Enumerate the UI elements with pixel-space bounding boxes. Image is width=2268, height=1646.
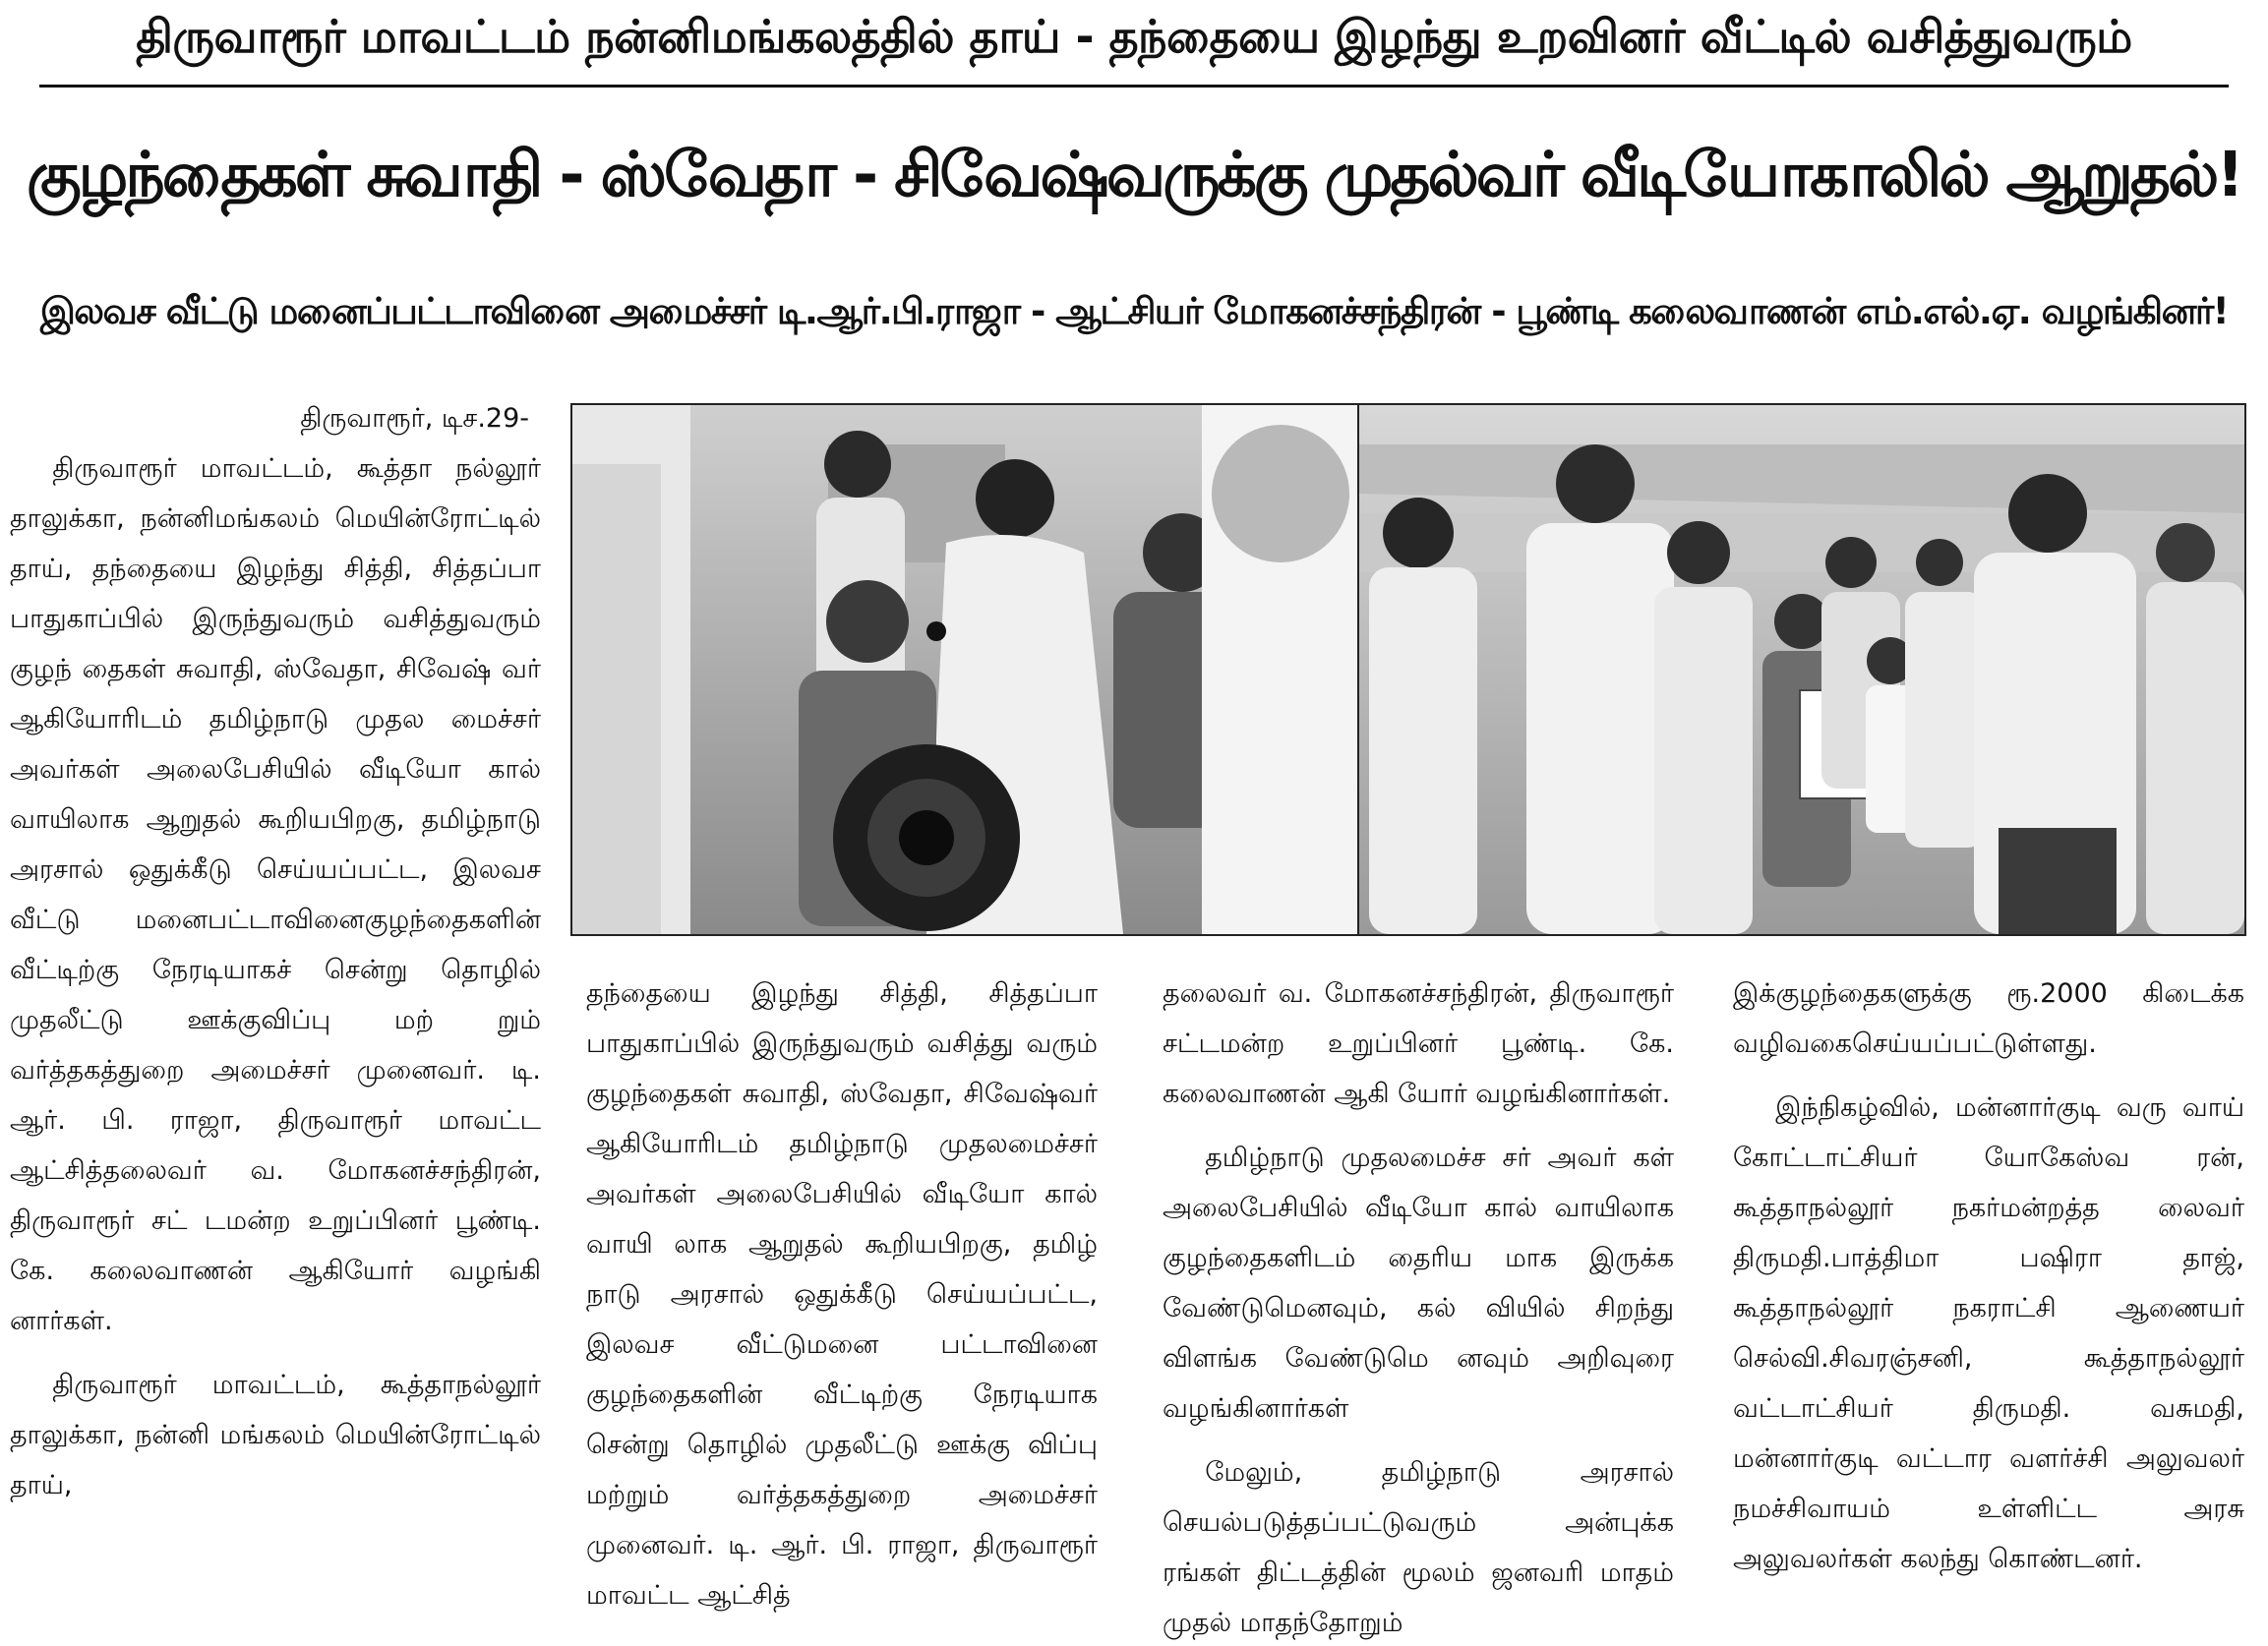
headline-rule [39, 85, 2229, 88]
main-headline: குழந்தைகள் சுவாதி - ஸ்வேதா - சிவேஷ்வருக்கு முதல்வர் வீடியோகாலில் ஆறுதல்! [27, 139, 2241, 210]
article-column-1 [10, 393, 541, 1646]
article-column-3 [1163, 969, 1674, 1646]
dateline: திருவாரூர், டிச.29- [300, 403, 529, 434]
photo-deed-handover [1357, 403, 2246, 936]
paragraph: இக்குழந்தைகளுக்கு ரூ.2000 கிடைக்க வழிவகைசெய்யப்பட்டுள்ளது. [1733, 978, 2244, 1059]
article-column-2 [586, 969, 1098, 1646]
paragraph: தமிழ்நாடு முதலமைச்ச சர் அவர் கள் அலைபேசியில் வீடியோ கால் வாயிலாக குழந்தைகளிடம் தைரிய மாக இருக்க வேண்டுமெனவும், கல் வியில் சிறந்து விளங்க வேண்டுமெ னவும் அறிவுரை வழங்கினார்கள் [1163, 1143, 1674, 1424]
paragraph: தலைவர் வ. மோகனச்சந்திரன், திருவாரூர் சட்டமன்ற உறுப்பினர் பூண்டி. கே. கலைவாணன் ஆகி யோர் வழங்கினார்கள். [1163, 978, 1674, 1109]
paragraph: மேலும், தமிழ்நாடு அரசால் செயல்படுத்தப்பட்டுவரும் அன்புக்க ரங்கள் திட்டத்தின் மூலம் ஜனவரி மாதம் முதல் மாதந்தோறும் [1163, 1457, 1674, 1638]
paragraph: திருவாரூர் மாவட்டம், கூத்தா நல்லூர் தாலுக்கா, நன்னிமங்கலம் மெயின்ரோட்டில் தாய், தந்தையை இழந்து சித்தி, சித்தப்பா பாதுகாப்பில் இருந்துவரும் வசித்துவரும் குழந் தைகள் சுவாதி, ஸ்வேதா, சிவேஷ் வர் ஆகியோரிடம் தமிழ்நாடு முதல மைச்சர் அவர்கள் அலைபேசியில் வீடியோ கால் வாயிலாக ஆறுதல் கூறியபிறகு, தமிழ்நாடு அரசால் ஒதுக்கீடு செய்யப்பட்ட, இலவச வீட்டு மனைபட்டாவினைகுழந்தைகளின் வீட்டிற்கு நேரடியாகச் சென்று தொழில் முதலீட்டு ஊக்குவிப்பு மற் றும் வர்த்தகத்துறை அமைச்சர் முனைவர். டி. ஆர். பி. ராஜா, திருவாரூர் மாவட்ட ஆட்சித்தலைவர் வ. மோகனச்சந்திரன், திருவாரூர் சட் டமன்ற உறுப்பினர் பூண்டி. கே. கலைவாணன் ஆகியோர் வழங்கி னார்கள். [10, 453, 541, 1336]
paragraph: திருவாரூர் மாவட்டம், கூத்தாநல்லூர் தாலுக்கா, நன்னி மங்கலம் மெயின்ரோட்டில் தாய், [10, 1370, 541, 1500]
paragraph: இந்நிகழ்வில், மன்னார்குடி வரு வாய் கோட்டாட்சியர் யோகேஸ்வ ரன், கூத்தாநல்லூர் நகர்மன்றத்த லைவர் திருமதி.பாத்திமா பஷிரா தாஜ், கூத்தாநல்லூர் நகராட்சி ஆணையர் செல்வி.சிவரஞ்சனி, கூத்தாநல்லூர் வட்டாட்சியர் திருமதி. வசுமதி, மன்னார்குடி வட்டார வளர்ச்சி அலுவலர் நமச்சிவாயம் உள்ளிட்ட அரசு அலுவலர்கள் கலந்து கொண்டனர். [1733, 1092, 2244, 1574]
sub-headline: இலவச வீட்டு மனைப்பட்டாவினை அமைச்சர் டி.ஆர்.பி.ராஜா - ஆட்சியர் மோகனச்சந்திரன் - பூண்டி கலைவாணன் எம்.எல்.ஏ. வழங்கினர்! [39, 290, 2229, 332]
article-column-4 [1733, 969, 2244, 1646]
photo-children-video-call [570, 403, 1359, 936]
kicker-headline: திருவாரூர் மாவட்டம் நன்னிமங்கலத்தில் தாய் - தந்தையை இழந்து உறவினர் வீட்டில் வசித்துவரும் [136, 10, 2132, 63]
paragraph: தந்தையை இழந்து சித்தி, சித்தப்பா பாதுகாப்பில் இருந்துவரும் வசித்து வரும் குழந்தைகள் சுவாதி, ஸ்வேதா, சிவேஷ்வர் ஆகியோரிடம் தமிழ்நாடு முதலமைச்சர் அவர்கள் அலைபேசியில் வீடியோ கால் வாயி லாக ஆறுதல் கூறியபிறகு, தமிழ் நாடு அரசால் ஒதுக்கீடு செய்யப்பட்ட, இலவச வீட்டுமனை பட்டாவினை குழந்தைகளின் வீட்டிற்கு நேரடியாக சென்று தொழில் முதலீட்டு ஊக்கு விப்பு மற்றும் வர்த்தகத்துறை அமைச்சர் முனைவர். டி. ஆர். பி. ராஜா, திருவாரூர் மாவட்ட ஆட்சித் [586, 978, 1098, 1611]
